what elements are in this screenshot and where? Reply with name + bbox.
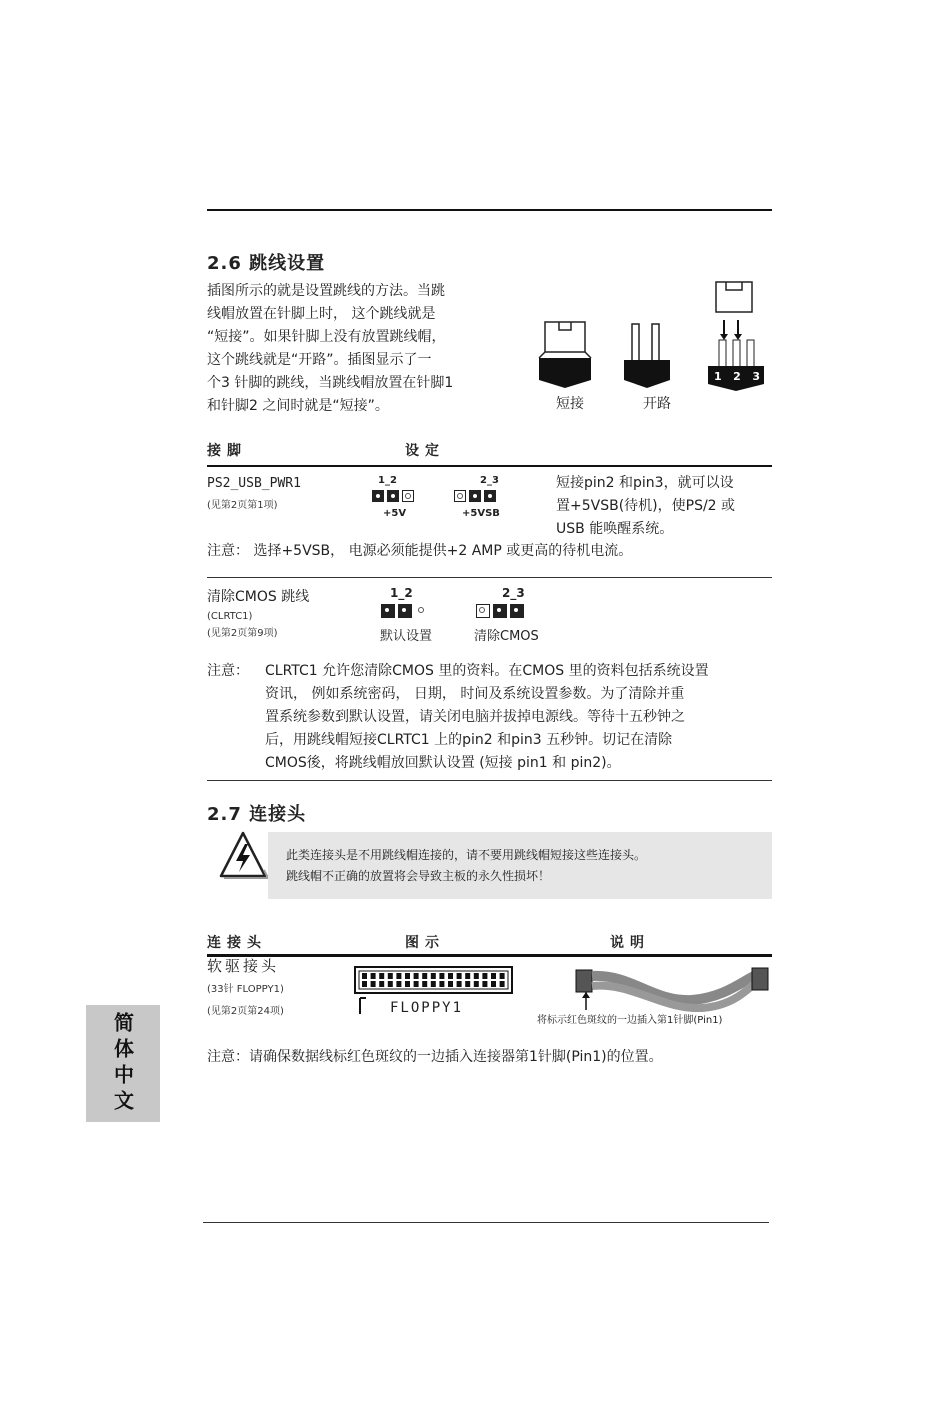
floppy-diagram-label: FLOPPY1 bbox=[390, 1000, 464, 1016]
connector-pin bbox=[431, 981, 436, 987]
pin-open bbox=[402, 490, 414, 502]
cmos-note-line: CMOS後，将跳线帽放回默认设置 (短接 pin1 和 pin2)。 bbox=[265, 755, 621, 771]
ps2-opt1-header bbox=[372, 490, 414, 502]
ps2-usb-pwr-name: PS2_USB_PWR1 bbox=[207, 476, 301, 491]
pin-shorted bbox=[484, 490, 496, 502]
connector-pin bbox=[491, 981, 496, 987]
connector-pin bbox=[388, 973, 393, 979]
connector-pin bbox=[414, 981, 419, 987]
connector-note: 注意：请确保数据线标红色斑纹的一边插入连接器第1针脚(Pin1)的位置。 bbox=[207, 1049, 663, 1065]
table-header-diagram: 图示 bbox=[405, 935, 445, 951]
warning-line: 此类连接头是不用跳线帽连接的，请不要用跳线帽短接这些连接头。 bbox=[286, 848, 647, 862]
pin-shorted bbox=[493, 604, 507, 618]
pin-number: 2 bbox=[733, 370, 741, 383]
connector-pin bbox=[457, 973, 462, 979]
cmos-jumper-ref: (见第2页第9项) bbox=[207, 628, 278, 639]
connector-pin bbox=[431, 973, 436, 979]
pin-open bbox=[476, 604, 490, 618]
floppy-connector-diagram bbox=[354, 966, 514, 996]
table-header-setting: 设定 bbox=[405, 443, 445, 459]
connector-pin bbox=[362, 973, 367, 979]
ps2-opt2-header bbox=[454, 490, 496, 502]
connector-pin bbox=[379, 981, 384, 987]
connector-pin bbox=[448, 973, 453, 979]
pin-open bbox=[415, 604, 429, 618]
cmos-opt2-pins-label: 2_3 bbox=[502, 586, 525, 600]
connector-pin bbox=[482, 981, 487, 987]
section-title-connectors: 2.7 连接头 bbox=[207, 804, 307, 825]
warning-icon bbox=[218, 830, 268, 882]
connector-pin bbox=[422, 981, 427, 987]
floppy-pins: (33针 FLOPPY1) bbox=[207, 984, 284, 995]
intro-line: 线帽放置在针脚上时， 这个跳线就是 bbox=[207, 306, 436, 322]
connector-pin bbox=[405, 973, 410, 979]
footer-rule bbox=[203, 1222, 769, 1223]
header-rule bbox=[207, 209, 772, 211]
ps2-opt2-label: +5VSB bbox=[462, 508, 500, 519]
pin-shorted bbox=[372, 490, 384, 502]
ps2-desc-line: 置+5VSB(待机)，使PS/2 或 bbox=[556, 498, 736, 514]
cmos-note-line: CLRTC1 允许您清除CMOS 里的资料。在CMOS 里的资料包括系统设置 bbox=[265, 663, 709, 679]
pin-number: 3 bbox=[752, 370, 760, 383]
floppy-ref: (见第2页第24项) bbox=[207, 1006, 284, 1017]
ps2-opt2-pins-label: 2_3 bbox=[480, 475, 499, 486]
connector-pin bbox=[457, 981, 462, 987]
pin-shorted bbox=[510, 604, 524, 618]
ps2-note: 注意： 选择+5VSB， 电源必须能提供+2 AMP 或更高的待机电流。 bbox=[207, 543, 633, 559]
cmos-note-line: 资讯， 例如系统密码， 日期， 时间及系统设置参数。为了清除并重 bbox=[265, 686, 685, 702]
cmos-note-line: 置系统参数到默认设置，请关闭电脑并拔掉电源线。等待十五秒钟之 bbox=[265, 709, 685, 725]
warning-line: 跳线帽不正确的放置将会导致主板的永久性损坏！ bbox=[286, 869, 551, 883]
cmos-opt1-pins-label: 1_2 bbox=[390, 586, 413, 600]
connector-pin bbox=[500, 981, 505, 987]
pin-number: 1 bbox=[714, 370, 722, 383]
connector-pin bbox=[414, 973, 419, 979]
connector-pin bbox=[439, 973, 444, 979]
short-label: 短接 bbox=[556, 396, 584, 412]
jumper-short-illustration bbox=[535, 318, 595, 390]
connector-pin bbox=[371, 973, 376, 979]
connector-pin bbox=[448, 981, 453, 987]
pin-shorted bbox=[387, 490, 399, 502]
connector-pin bbox=[439, 981, 444, 987]
connector-pin bbox=[379, 973, 384, 979]
connector-pin bbox=[465, 973, 470, 979]
table-header-rule bbox=[207, 954, 772, 957]
ps2-desc-line: USB 能唤醒系统。 bbox=[556, 521, 674, 537]
cmos-note-prefix: 注意： bbox=[207, 663, 249, 679]
jumper-open-illustration bbox=[622, 320, 672, 390]
ps2-opt1-label: +5V bbox=[383, 508, 407, 519]
table-header-pin: 接脚 bbox=[207, 443, 247, 459]
ps2-usb-pwr-ref: (见第2页第1项) bbox=[207, 500, 278, 511]
pin1-bracket-icon bbox=[358, 996, 386, 1018]
connector-pin bbox=[371, 981, 376, 987]
cmos-note-line: 后，用跳线帽短接CLRTC1 上的pin2 和pin3 五秒钟。切记在清除 bbox=[265, 732, 673, 748]
intro-line: 个3 针脚的跳线，当跳线帽放置在针脚1 bbox=[207, 375, 454, 391]
connector-pin bbox=[405, 981, 410, 987]
connector-pin bbox=[388, 981, 393, 987]
cmos-jumper-code: (CLRTC1) bbox=[207, 611, 253, 622]
floppy-cable-caption: 将标示红色斑纹的一边插入第1针脚(Pin1) bbox=[537, 1015, 723, 1026]
connector-pin bbox=[396, 981, 401, 987]
intro-line: “短接”。如果针脚上没有放置跳线帽， bbox=[207, 329, 446, 345]
table-header-description: 说明 bbox=[610, 935, 650, 951]
intro-line: 插图所示的就是设置跳线的方法。当跳 bbox=[207, 283, 445, 299]
cmos-opt1-label: 默认设置 bbox=[380, 629, 433, 644]
pin-shorted bbox=[469, 490, 481, 502]
connector-pin bbox=[474, 981, 479, 987]
pin-shorted bbox=[381, 604, 395, 618]
cmos-opt2-label: 清除CMOS bbox=[474, 629, 539, 644]
cmos-opt2-header bbox=[476, 604, 524, 618]
section-title-jumper: 2.6 跳线设置 bbox=[207, 253, 326, 274]
connector-pin bbox=[465, 981, 470, 987]
cmos-jumper-name: 清除CMOS 跳线 bbox=[207, 589, 310, 605]
pin-number-strip bbox=[714, 370, 760, 383]
ps2-opt1-pins-label: 1_2 bbox=[378, 475, 397, 486]
pin-open bbox=[454, 490, 466, 502]
language-tab-label: 简体中文 bbox=[110, 1011, 135, 1116]
row-rule bbox=[207, 577, 772, 578]
connector-pin bbox=[491, 973, 496, 979]
intro-line: 和针脚2 之间时就是“短接”。 bbox=[207, 398, 389, 414]
language-side-tab bbox=[86, 1005, 160, 1122]
connector-pin bbox=[500, 973, 505, 979]
pin-shorted bbox=[398, 604, 412, 618]
floppy-name: 软驱接头 bbox=[207, 957, 280, 975]
table-header-connector: 连接头 bbox=[207, 935, 267, 951]
connector-pin bbox=[396, 973, 401, 979]
ps2-desc-line: 短接pin2 和pin3，就可以设 bbox=[556, 475, 734, 491]
connector-pin bbox=[482, 973, 487, 979]
floppy-cable-illustration bbox=[572, 962, 772, 1012]
row-rule bbox=[207, 780, 772, 781]
open-label: 开路 bbox=[643, 396, 671, 412]
table-header-rule bbox=[207, 465, 772, 467]
connector-pin bbox=[422, 973, 427, 979]
cmos-opt1-header bbox=[381, 604, 429, 618]
connector-pin bbox=[474, 973, 479, 979]
intro-line: 这个跳线就是“开路”。插图显示了一 bbox=[207, 352, 432, 368]
connector-pin bbox=[362, 981, 367, 987]
